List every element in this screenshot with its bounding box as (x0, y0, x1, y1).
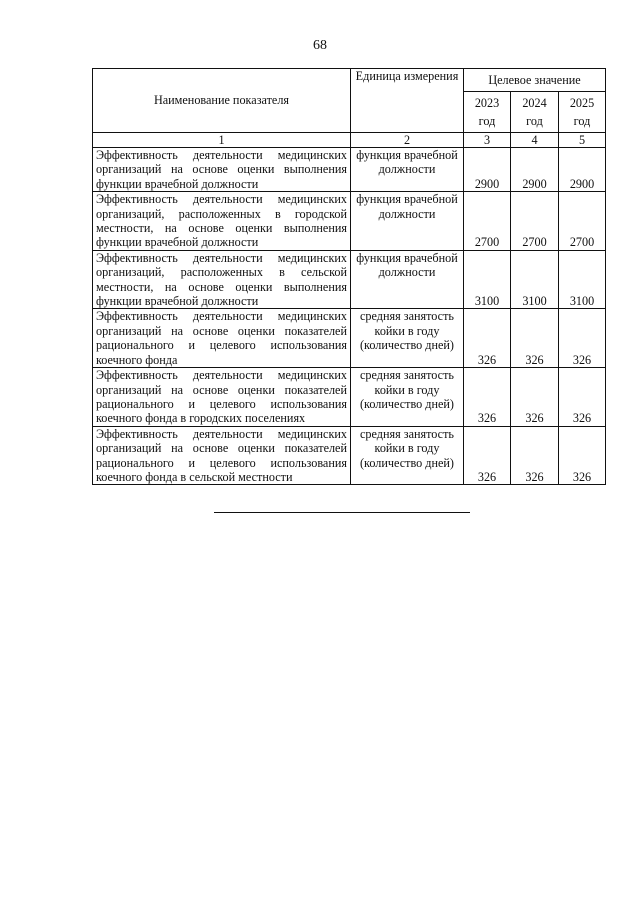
header-year-2024 (511, 92, 559, 133)
indicator-unit: функция врачебной должности (351, 148, 464, 192)
column-number: 4 (511, 133, 559, 148)
page-number: 68 (313, 38, 327, 53)
value-2024: 2700 (511, 192, 559, 251)
header-indicator-name: Наименование показателя (93, 69, 351, 133)
table-row (93, 309, 606, 368)
value-2025: 3100 (559, 250, 606, 309)
value-2024: 2900 (511, 148, 559, 192)
column-number: 3 (464, 133, 511, 148)
column-number-row (93, 133, 606, 148)
indicator-name: Эффективность деятельности медицинских организаций, расположенных в сельской местности, на основе оценки выполнения функции врачебной должности (93, 250, 351, 309)
indicators-table (92, 68, 606, 485)
table-row (93, 368, 606, 427)
value-2025: 2900 (559, 148, 606, 192)
indicator-unit: средняя занятость койки в году (количество дней) (351, 368, 464, 427)
header-year-2025 (559, 92, 606, 133)
value-2023: 2700 (464, 192, 511, 251)
column-number: 2 (351, 133, 464, 148)
header-year-2023 (464, 92, 511, 133)
value-2024: 3100 (511, 250, 559, 309)
indicator-name: Эффективность деятельности медицинских организаций на основе оценки показателей рационального и целевого использования коечного фонда в городских поселениях (93, 368, 351, 427)
value-2023: 326 (464, 309, 511, 368)
header-year-suffix: год (478, 114, 496, 128)
value-2024: 326 (511, 309, 559, 368)
value-2025: 326 (559, 309, 606, 368)
value-2023: 326 (464, 368, 511, 427)
indicator-name: Эффективность деятельности медицинских организаций на основе оценки выполнения функции врачебной должности (93, 148, 351, 192)
header-target-value: Целевое значение (464, 69, 606, 92)
indicator-unit: функция врачебной должности (351, 192, 464, 251)
table-row (93, 250, 606, 309)
table-row (93, 426, 606, 485)
indicator-name: Эффективность деятельности медицинских организаций на основе оценки показателей рационального и целевого использования коечного фонда в сельской местности (93, 426, 351, 485)
value-2024: 326 (511, 368, 559, 427)
value-2023: 3100 (464, 250, 511, 309)
value-2023: 2900 (464, 148, 511, 192)
value-2023: 326 (464, 426, 511, 485)
indicator-name: Эффективность деятельности медицинских организаций на основе оценки показателей рационального и целевого использования коечного фонда (93, 309, 351, 368)
header-unit: Единица измерения (351, 69, 464, 133)
closing-divider (214, 512, 470, 513)
header-year-suffix: год (526, 114, 543, 128)
value-2024: 326 (511, 426, 559, 485)
indicator-name: Эффективность деятельности медицинских организаций, расположенных в городской местности, на основе оценки выполнения функции врачебной должности (93, 192, 351, 251)
header-year-label: 2023 (474, 96, 500, 110)
column-number: 1 (93, 133, 351, 148)
value-2025: 2700 (559, 192, 606, 251)
table-row (93, 192, 606, 251)
header-year-suffix: год (573, 114, 591, 128)
column-number: 5 (559, 133, 606, 148)
header-year-label: 2024 (522, 96, 547, 110)
indicator-unit: средняя занятость койки в году (количество дней) (351, 426, 464, 485)
indicator-unit: средняя занятость койки в году (количество дней) (351, 309, 464, 368)
table-row (93, 148, 606, 192)
value-2025: 326 (559, 368, 606, 427)
indicator-unit: функция врачебной должности (351, 250, 464, 309)
header-year-label: 2025 (569, 96, 595, 110)
value-2025: 326 (559, 426, 606, 485)
